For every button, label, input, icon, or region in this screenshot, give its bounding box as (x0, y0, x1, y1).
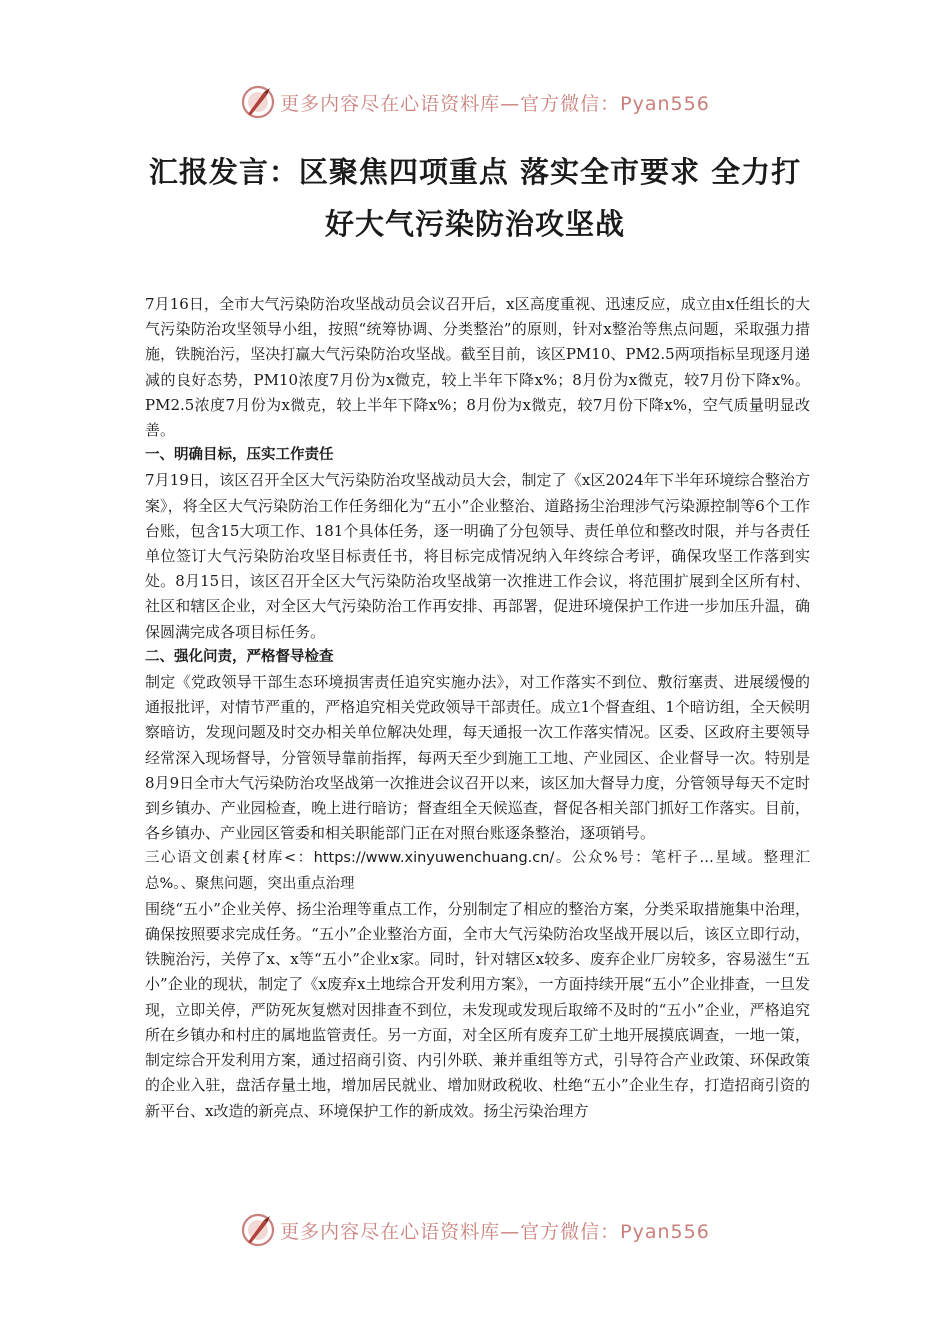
banner-text: 更多内容尽在心语资料库—官方微信：Pyan556 (280, 1220, 710, 1243)
document-title: 汇报发言：区聚焦四项重点 落实全市要求 全力打好大气污染防治攻坚战 (148, 155, 802, 241)
section-heading-2: 二、强化问责，严格督导检查 (145, 648, 334, 665)
quill-pen-logo-icon (240, 84, 276, 120)
intro-paragraph: 7月16日，全市大气污染防治攻坚战动员会议召开后，x区高度重视、迅速反应，成立由x任组长的大气污染防治攻坚领导小组，按照“统筹协调、分类整治”的原则，针对x整治等焦点问题，采取强力措施，铁腕治污，坚决打赢大气污染防治攻坚战。截至目前，该区PM10、PM2.5两项指标呈现逐月递减的良好态势，PM10浓度7月份为x微克，较上半年下降x%；8月份为x微克，较7月份下降x%。PM2.5浓度7月份为x微克，较上半年下降x%；8月份为x微克，较7月份下降x%，空气质量明显改善。 (145, 295, 810, 440)
banner-text: 更多内容尽在心语资料库—官方微信：Pyan556 (280, 92, 710, 115)
watermark-ad-line: 三心语文创素{材库<：https://www.xinyuwenchuang.cn/。公众%号：笔杆子…星域。整理汇总%。、聚焦问题，突出重点治理 (145, 850, 810, 892)
section-paragraph-3: 围绕“五小”企业关停、扬尘治理等重点工作，分别制定了相应的整治方案，分类采取措施集中治理，确保按照要求完成任务。“五小”企业整治方面，全市大气污染防治攻坚战开展以后，该区立即行动，铁腕治污，关停了x、x等“五小”企业x家。同时，针对辖区x较多、废弃企业厂房较多，容易滋生“五小”企业的现状，制定了《x废弃x土地综合开发利用方案》，一方面持续开展“五小”企业排查，一旦发现，立即关停，严防死灰复燃对因排查不到位，未发现或发现后取缔不及时的“五小”企业，严格追究所在乡镇办和村庄的属地监管责任。另一方面，对全区所有废弃工矿土地开展摸底调查，一地一策，制定综合开发利用方案，通过招商引资、内引外联、兼并重组等方式，引导符合产业政策、环保政策的企业入驻，盘活存量土地，增加居民就业、增加财政税收、杜绝“五小”企业生存，打造招商引资的新平台、x改造的新亮点、环境保护工作的新成效。扬尘污染治理方 (145, 899, 810, 1120)
section-heading-1: 一、明确目标，压实工作责任 (145, 447, 334, 464)
footer-banner (0, 1210, 950, 1250)
section-paragraph-1: 7月19日，该区召开全区大气污染防治攻坚战动员大会，制定了《x区2024年下半年环境综合整治方案》，将全区大气污染防治工作任务细化为“五小”企业整治、道路扬尘治理涉气污染源控制等6个工作台账，包含15大项工作、181个具体任务，逐一明确了分包领导、责任单位和整改时限，并与各责任单位签订大气污染防治攻坚目标责任书，将目标完成情况纳入年终综合考评，确保攻坚工作落到实处。8月15日，该区召开全区大气污染防治攻坚战第一次推进工作会议，将范围扩展到全区所有村、社区和辖区企业，对全区大气污染防治工作再安排、再部署，促进环境保护工作进一步加压升温，确保圆满完成各项目标任务。 (145, 471, 810, 641)
header-banner (0, 82, 950, 122)
section-paragraph-2: 制定《党政领导干部生态环境损害责任追究实施办法》，对工作落实不到位、敷衍塞责、进展缓慢的通报批评，对情节严重的，严格追究相关党政领导干部责任。成立1个督查组、1个暗访组，全天候明察暗访，发现问题及时交办相关单位解决处理，每天通报一次工作落实情况。区委、区政府主要领导经常深入现场督导，分管领导靠前指挥，每两天至少到施工工地、产业园区、企业督导一次。特别是8月9日全市大气污染防治攻坚战第一次推进会议召开以来，该区加大督导力度，分管领导每天不定时到乡镇办、产业园检查，晚上进行暗访；督查组全天候巡查，督促各相关部门抓好工作落实。目前，各乡镇办、产业园区管委和相关职能部门正在对照台账逐条整治，逐项销号。 (145, 673, 810, 843)
quill-pen-logo-icon (240, 1212, 276, 1248)
document-body (145, 292, 810, 1124)
